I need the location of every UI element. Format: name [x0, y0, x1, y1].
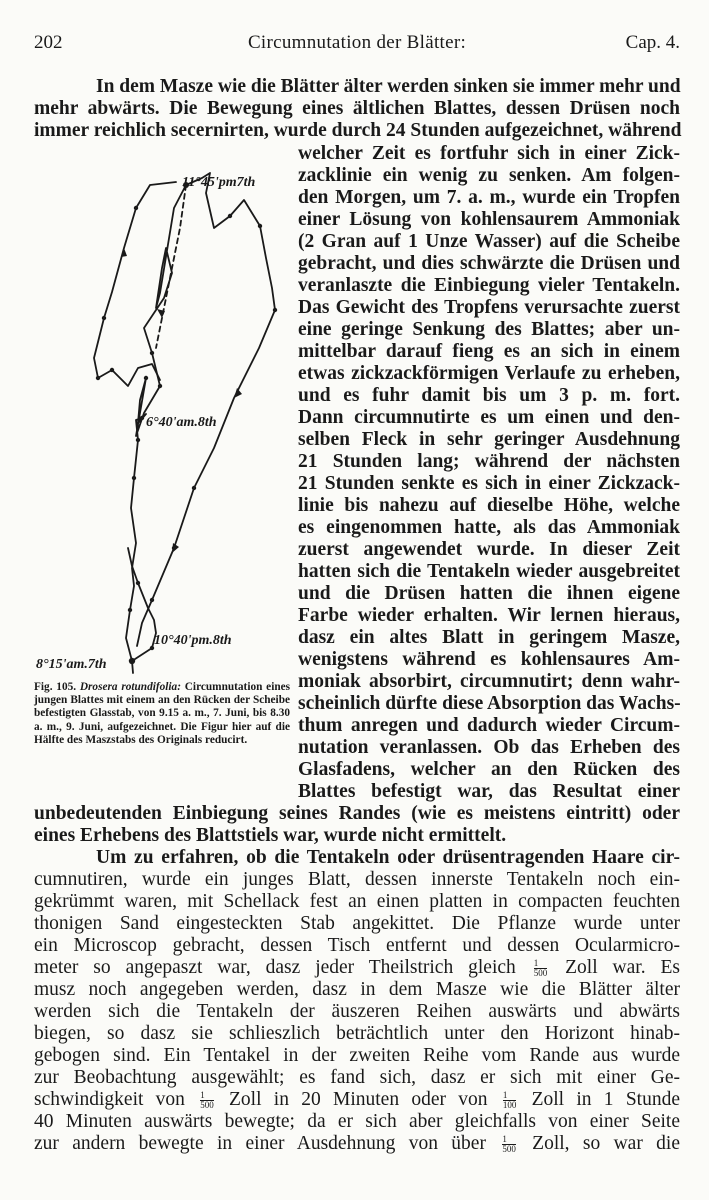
- text-line: werden sich die Tentakeln der äuszeren Reihen auswärts und abwärts: [34, 1001, 680, 1022]
- text-line: thonigen Sand eingesteckten Stab angekittet. Die Pflanze wurde unter: [34, 913, 680, 934]
- text-line: ein Microscop gebracht, dessen Tisch entfernt und dessen Ocularmicro-: [34, 935, 680, 956]
- text-line: Das Gewicht des Tropfens verursachte zuerst: [298, 297, 680, 318]
- figure-caption: [34, 681, 290, 747]
- text-line: gebogen sind. Ein Tentakel in der zweiten Reihe vom Rande aus wurde: [34, 1045, 680, 1066]
- fraction-1-500: $\frac{1}{500}$: [533, 958, 548, 979]
- text-span: zur andern bewegte in einer Ausdehnung von über: [34, 1133, 486, 1154]
- text-line: zur Beobachtung ausgewählt; es fand sich, dasz er sich mit einer Ge-: [34, 1067, 680, 1088]
- text-line: [34, 1089, 680, 1111]
- page-number: 202: [34, 32, 63, 53]
- text-line: mehr abwärts. Die Bewegung eines ältlichen Blattes, dessen Drüsen noch: [34, 98, 680, 119]
- text-line: und es fuhr damit bis um 3 p. m. fort.: [298, 385, 680, 406]
- label-time-low: 10°40'pm.8th: [154, 633, 232, 648]
- fraction-1-500: $\frac{1}{500}$: [502, 1134, 516, 1155]
- text-span: Zoll in 20 Minuten oder von: [229, 1089, 488, 1110]
- text-line: [34, 957, 680, 979]
- text-span: Zoll in 1 Stunde: [531, 1089, 681, 1110]
- text-span: meter so angepaszt war, dasz jeder Theilstrich gleich: [34, 957, 516, 978]
- text-line: zuerst angewendet wurde. In dieser Zeit: [298, 539, 680, 560]
- chapter-number: Cap. 4.: [625, 32, 680, 53]
- text-line: nutation veranlassen. Ob das Erheben des: [298, 737, 680, 758]
- text-line: Farbe wieder erhalten. Wir lernen hieraus,: [298, 605, 680, 626]
- text-span: Zoll war. Es: [565, 957, 680, 978]
- page-header: [34, 32, 680, 58]
- caption-figno: Fig. 105.: [34, 681, 77, 693]
- figure-drawing: [34, 168, 296, 678]
- text-line: dasz ein altes Blatt in geringem Masze,: [298, 627, 680, 648]
- text-line: selben Fleck in sehr geringer Ausdehnung: [298, 429, 680, 450]
- text-line: immer reichlich secernirten, wurde durch 24 Stunden aufgezeichnet, während: [34, 120, 682, 141]
- text-line: mittelbar darauf fieng es an sich in einem: [298, 341, 680, 362]
- text-line: gebracht, und dies schwärzte die Drüsen und: [298, 253, 680, 274]
- text-line: Dann circumnutirte es um einen und den-: [298, 407, 680, 428]
- text-line: In dem Masze wie die Blätter älter werden sinken sie immer mehr und: [96, 76, 681, 97]
- text-line: eines Erhebens des Blattstiels war, wurde nicht ermittelt.: [34, 825, 507, 846]
- circumnutation-figure: [34, 168, 296, 678]
- text-line: welcher Zeit es fortfuhr sich in einer Zick-: [298, 143, 680, 164]
- text-line: (2 Gran auf 1 Unze Wasser) auf die Scheibe: [298, 231, 680, 252]
- text-line: Um zu erfahren, ob die Tentakeln oder drüsentragenden Haare cir-: [96, 847, 680, 868]
- text-line: biegen, so dasz sie schlieszlich beträchtlich unter den Horizont hinab-: [34, 1023, 680, 1044]
- text-line: scheinlich dürfte diese Absorption das Wachs-: [298, 693, 681, 714]
- text-line: unbedeutenden Einbiegung seines Randes (wie es meistens eintritt) oder: [34, 803, 680, 824]
- text-line: [34, 1133, 680, 1155]
- trace-zigzag: [94, 182, 176, 386]
- running-title: Circumnutation der Blätter:: [247, 32, 467, 53]
- text-line: Blattes befestigt war, das Resultat einer: [298, 781, 680, 802]
- text-line: cumnutiren, wurde ein junges Blatt, dessen innerste Tentakeln noch ein-: [34, 869, 680, 890]
- text-span: schwindigkeit von: [34, 1089, 185, 1110]
- text-line: 21 Stunden senkte es sich in einer Zickzack-: [298, 473, 680, 494]
- text-line: den Morgen, um 7. a. m., wurde ein Tropfen: [298, 187, 680, 208]
- text-line: es eingenommen hatte, als das Ammoniak: [298, 517, 680, 538]
- text-line: veranlaszte die Einbiegung vieler Tentakeln.: [298, 275, 680, 296]
- text-line: etwas zickzackförmigen Verlaufe zu erheben,: [298, 363, 680, 384]
- text-line: gekrümmt waren, mit Schellack fest an einen platten in compacten feuchten: [34, 891, 680, 912]
- fraction-1-100: $\frac{1}{100}$: [502, 1090, 517, 1111]
- text-line: wenigstens während es kohlensaures Am-: [298, 649, 680, 670]
- trace-lower: [128, 548, 156, 661]
- text-line: linie bis nahezu auf dieselbe Höhe, welche: [298, 495, 680, 516]
- text-line: thum anregen und dadurch wieder Circum-: [298, 715, 680, 736]
- caption-species: Drosera rotundifolia:: [79, 681, 181, 693]
- label-time-mid: 6°40'am.8th: [146, 415, 217, 430]
- text-line: 21 Stunden lang; während der nächsten: [298, 451, 680, 472]
- text-span: Zoll, so war die: [532, 1133, 681, 1154]
- text-line: musz noch angegeben werden, dasz in dem Masze wie die Blätter älter: [34, 979, 680, 1000]
- text-line: einer Lösung von kohlensaurem Ammoniak: [298, 209, 680, 230]
- text-line: und die Drüsen hatten die ihnen eigene: [298, 583, 680, 604]
- arrowhead: [234, 388, 242, 398]
- label-time-top: 11°45'pm7th: [182, 175, 256, 190]
- caption-text: Circumnutation eines jungen Blattes mit einem an den Rücken der Scheibe befestigten Glasstab, von 9.15 a. m., 7. Juni, bis 8.30 a. m., 9. Juni, aufgezeichnet. Die Figur hier auf die Hälfte des Maszstabs des Originals reducirt.: [34, 681, 291, 746]
- text-line: moniak absorbirt, circumnutirt; denn wahr-: [298, 671, 680, 692]
- label-time-start: 8°15'am.7th: [36, 657, 107, 672]
- text-line: eine geringe Senkung des Blattes; aber un-: [298, 319, 680, 340]
- text-line: Glasfadens, welcher an den Rücken des: [298, 759, 680, 780]
- fraction-1-500: $\frac{1}{500}$: [200, 1090, 214, 1111]
- text-line: zacklinie ein wenig zu senken. Am folgen-: [298, 165, 680, 186]
- text-line: hatten sich die Tentakeln wieder ausgebreitet: [298, 561, 680, 582]
- text-line: 40 Minuten auswärts bewegte; da er sich aber gleichfalls von einer Seite: [34, 1111, 680, 1132]
